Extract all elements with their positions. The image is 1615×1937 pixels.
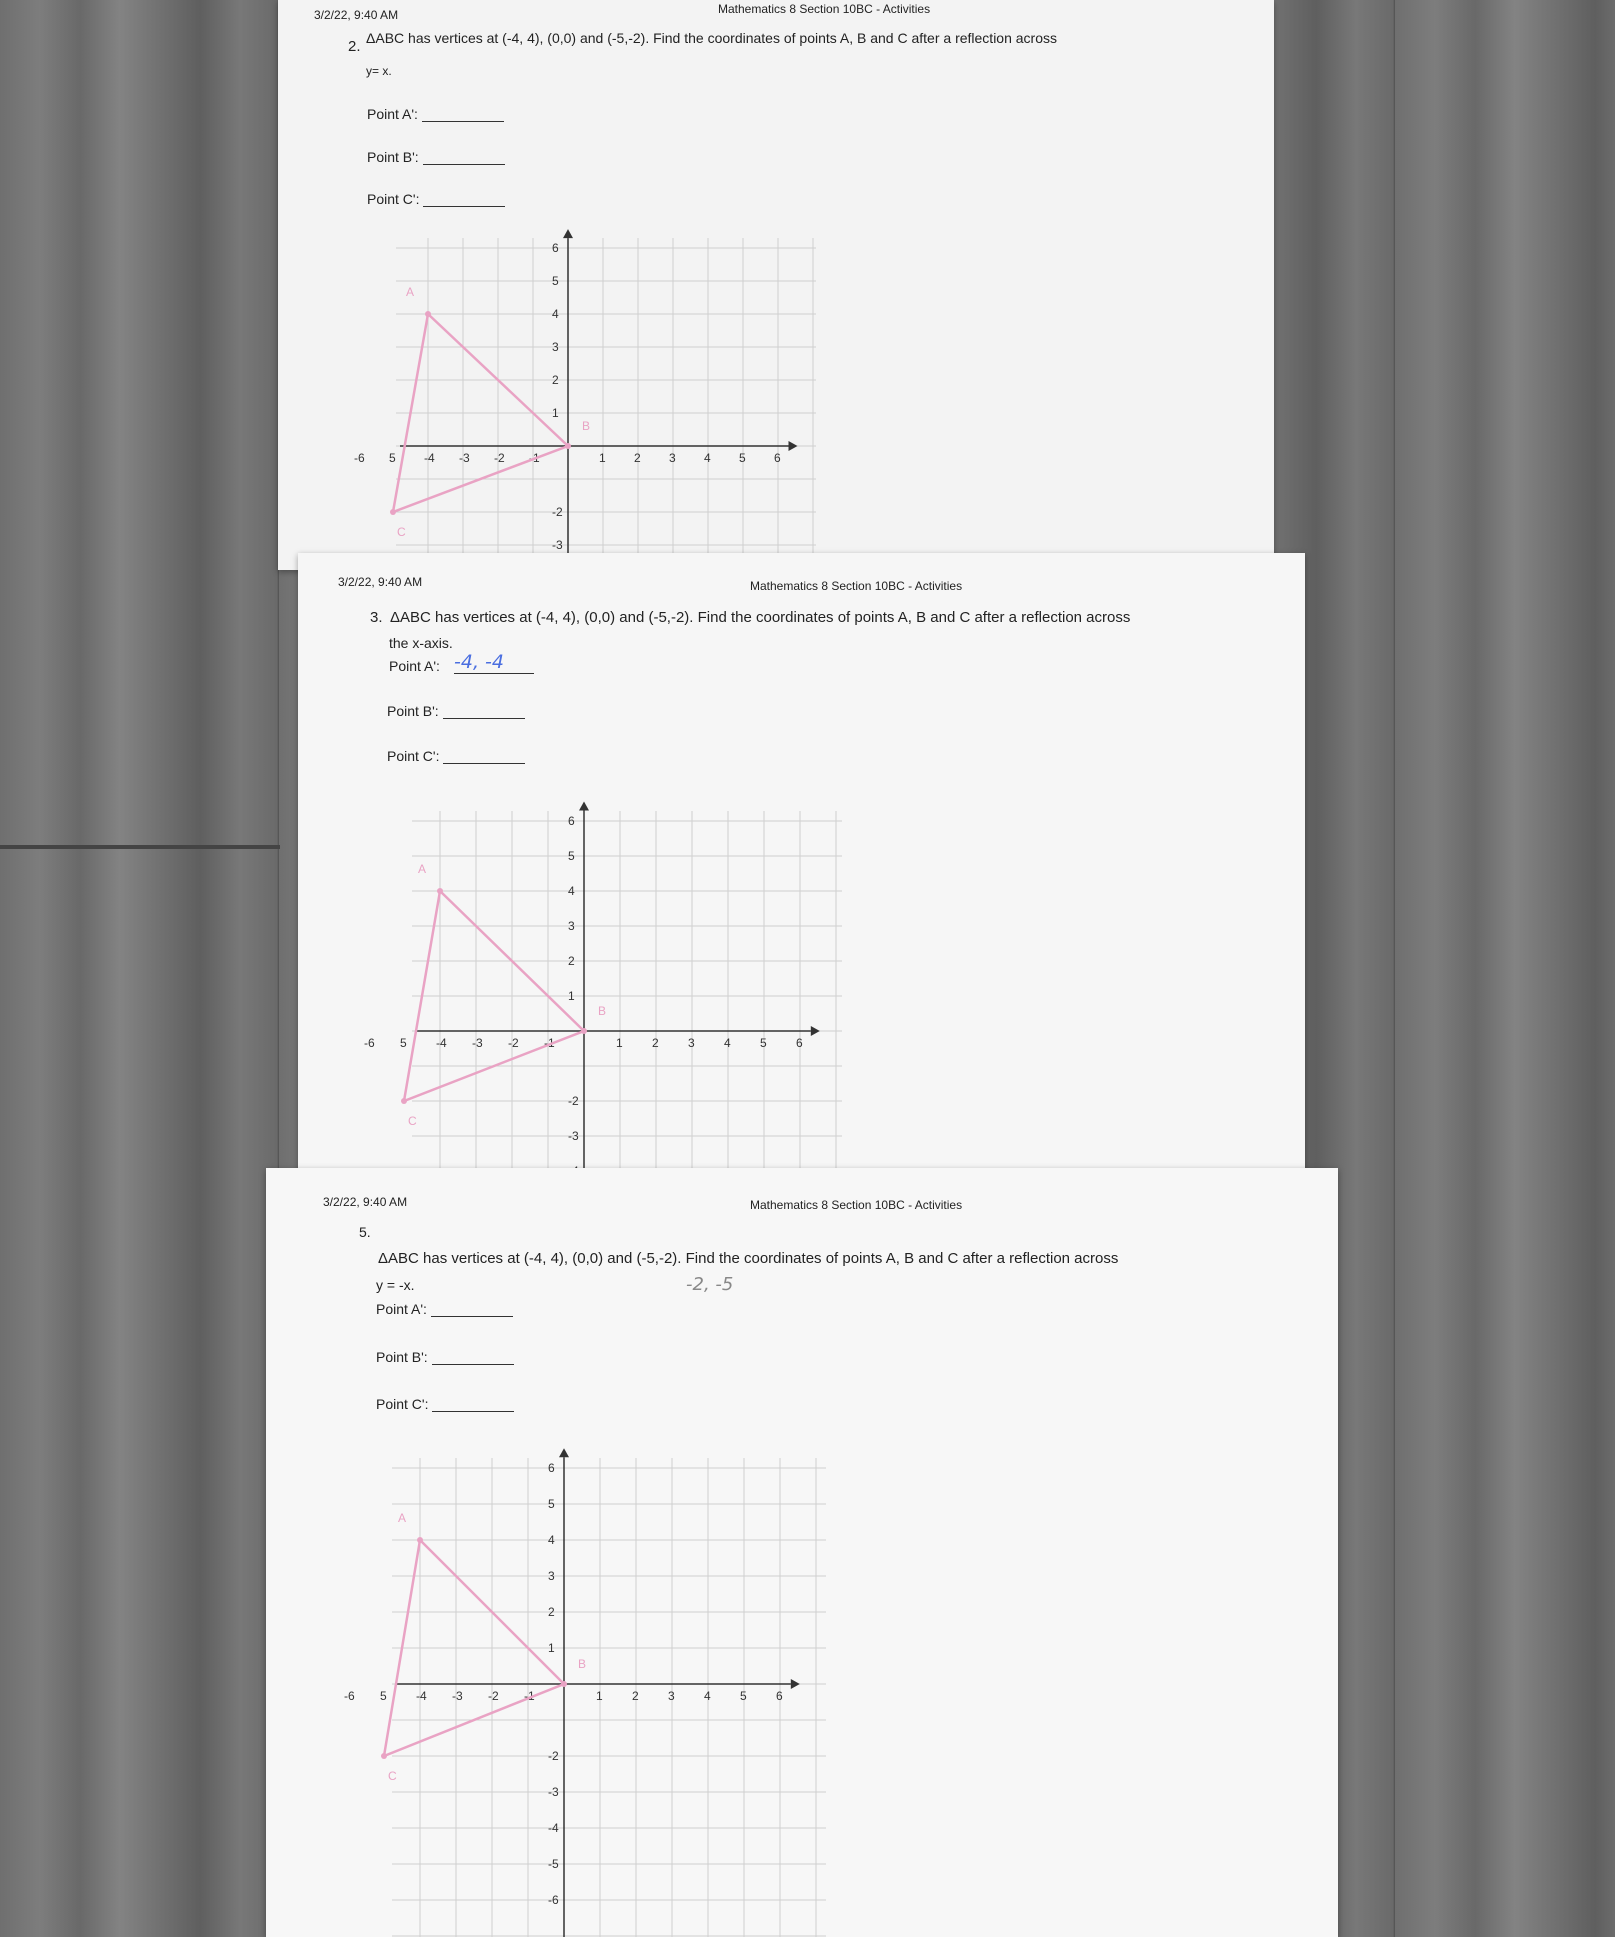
vertex-point-a (425, 311, 431, 317)
vertex-label-b: B (578, 1657, 587, 1671)
point-c-blank[interactable] (423, 194, 505, 207)
point-b-blank[interactable] (432, 1352, 514, 1365)
graph-background (396, 238, 816, 570)
y-tick-label: -5 (548, 1857, 559, 1871)
y-tick-label: -2 (552, 505, 563, 519)
point-b-blank[interactable] (423, 152, 505, 165)
x-tick-label: 5 (389, 451, 396, 465)
x-tick-label: 3 (669, 451, 676, 465)
y-tick-label: 6 (552, 241, 559, 255)
point-c-blank[interactable] (443, 751, 525, 764)
vertex-label-b: B (582, 419, 591, 433)
y-tick-label: 6 (568, 814, 575, 828)
header-date: 3/2/22, 9:40 AM (314, 8, 399, 22)
question-number: 2. (348, 38, 361, 55)
point-c-row (367, 191, 505, 207)
point-a-blank[interactable] (431, 1304, 513, 1317)
vertex-label-b: B (598, 1004, 607, 1018)
vertex-point-c (390, 509, 396, 515)
y-tick-label: -3 (568, 1129, 579, 1143)
header-date: 3/2/22, 9:40 AM (338, 575, 423, 589)
x-tick-label: 5 (380, 1689, 387, 1703)
point-b-row (367, 149, 505, 165)
point-a-label: Point A': (367, 106, 418, 122)
x-tick-label: -3 (459, 451, 470, 465)
point-a-blank[interactable] (422, 109, 504, 122)
vertex-label-a: A (398, 1511, 407, 1525)
header-course: Mathematics 8 Section 10BC - Activities (750, 579, 963, 593)
header-date: 3/2/22, 9:40 AM (323, 1195, 408, 1209)
x-tick-label: -6 (354, 451, 365, 465)
question-text: ΔABC has vertices at (-4, 4), (0,0) and (-5,-2). Find the coordinates of points A, B and C after a reflection across (390, 609, 1131, 626)
x-tick-label: -1 (524, 1689, 535, 1703)
point-a-label: Point A': (376, 1301, 427, 1317)
worksheet-3 (298, 553, 1305, 1193)
point-a-label: Point A': (389, 658, 440, 674)
x-tick-label: -1 (529, 451, 540, 465)
x-tick-label: 2 (652, 1036, 659, 1050)
x-tick-label: 4 (724, 1036, 731, 1050)
y-tick-label: -6 (548, 1893, 559, 1907)
point-b-label: Point B': (376, 1349, 428, 1365)
x-tick-label: 1 (596, 1689, 603, 1703)
x-tick-label: -3 (472, 1036, 483, 1050)
x-tick-label: 2 (632, 1689, 639, 1703)
y-tick-label: -2 (568, 1094, 579, 1108)
x-tick-label: -2 (508, 1036, 519, 1050)
y-axis-arrow (559, 1448, 569, 1457)
y-tick-label: 4 (568, 884, 575, 898)
vertex-label-c: C (388, 1769, 397, 1783)
x-axis-arrow (811, 1026, 820, 1036)
vertex-point-b (561, 1681, 567, 1687)
x-tick-label: -6 (364, 1036, 375, 1050)
y-axis-arrow (563, 229, 573, 238)
x-tick-label: -4 (424, 451, 435, 465)
x-axis-arrow (791, 1679, 800, 1689)
point-a-row (389, 658, 440, 674)
vertex-label-a: A (418, 862, 427, 876)
x-tick-label: 5 (739, 451, 746, 465)
x-tick-label: 4 (704, 1689, 711, 1703)
question-text: ΔABC has vertices at (-4, 4), (0,0) and (-5,-2). Find the coordinates of points A, B and C after a reflection across (378, 1250, 1119, 1267)
handwritten-answer-a: -4, -4 (454, 651, 534, 674)
question-text-cont: y= x. (366, 64, 392, 78)
floor-seam (0, 845, 280, 849)
point-b-row (376, 1349, 514, 1365)
header-course: Mathematics 8 Section 10BC - Activities (750, 1198, 963, 1212)
point-b-row (387, 703, 525, 719)
x-tick-label: 5 (760, 1036, 767, 1050)
worksheet-5 (266, 1168, 1338, 1937)
vertex-point-c (381, 1753, 387, 1759)
point-c-label: Point C': (387, 748, 440, 764)
x-tick-label: 3 (688, 1036, 695, 1050)
vertex-label-a: A (406, 285, 415, 299)
y-tick-label: -4 (548, 1821, 559, 1835)
x-tick-label: -2 (494, 451, 505, 465)
y-tick-label: 5 (548, 1497, 555, 1511)
y-tick-label: 3 (552, 340, 559, 354)
y-tick-label: 6 (548, 1461, 555, 1475)
vertex-label-c: C (397, 525, 406, 539)
x-tick-label: -4 (416, 1689, 427, 1703)
x-tick-label: -2 (488, 1689, 499, 1703)
y-tick-label: -3 (548, 1785, 559, 1799)
point-a-row (367, 106, 504, 122)
x-tick-label: 5 (740, 1689, 747, 1703)
point-a-row (376, 1301, 513, 1317)
vertex-label-c: C (408, 1114, 417, 1128)
point-c-row (376, 1396, 514, 1412)
x-tick-label: 1 (616, 1036, 623, 1050)
y-tick-label: -2 (548, 1749, 559, 1763)
y-tick-label: 3 (548, 1569, 555, 1583)
y-tick-label: 1 (548, 1641, 555, 1655)
y-tick-label: 1 (568, 989, 575, 1003)
coordinate-graph (354, 238, 816, 570)
x-tick-label: -1 (544, 1036, 555, 1050)
question-text-cont: y = -x. (376, 1277, 415, 1293)
x-tick-label: 2 (634, 451, 641, 465)
coordinate-graph (344, 1458, 826, 1937)
x-tick-label: -6 (344, 1689, 355, 1703)
header-course: Mathematics 8 Section 10BC - Activities (718, 2, 931, 16)
vertex-point-c (401, 1098, 407, 1104)
question-text-cont: the x-axis. (389, 635, 453, 651)
y-axis-arrow (579, 802, 589, 811)
point-c-blank[interactable] (432, 1399, 514, 1412)
y-tick-label: 2 (568, 954, 575, 968)
vertex-point-a (417, 1537, 423, 1543)
y-tick-label: -3 (552, 538, 563, 552)
y-tick-label: 3 (568, 919, 575, 933)
point-b-label: Point B': (387, 703, 439, 719)
x-tick-label: 4 (704, 451, 711, 465)
y-tick-label: 5 (568, 849, 575, 863)
y-tick-label: 4 (552, 307, 559, 321)
x-tick-label: -4 (436, 1036, 447, 1050)
handwritten-note: -2, -5 (686, 1274, 734, 1295)
question-text: ΔABC has vertices at (-4, 4), (0,0) and (-5,-2). Find the coordinates of points A, B and C after a reflection across (366, 30, 1057, 46)
point-c-label: Point C': (367, 191, 420, 207)
vertex-point-b (565, 443, 571, 449)
vertex-point-a (437, 888, 443, 894)
x-tick-label: 1 (599, 451, 606, 465)
x-axis-arrow (789, 441, 798, 451)
coordinate-graph (364, 811, 842, 1193)
y-tick-label: 2 (552, 373, 559, 387)
x-tick-label: -3 (452, 1689, 463, 1703)
x-tick-label: 6 (776, 1689, 783, 1703)
y-tick-label: 4 (548, 1533, 555, 1547)
point-b-blank[interactable] (443, 706, 525, 719)
x-tick-label: 6 (774, 451, 781, 465)
point-c-label: Point C': (376, 1396, 429, 1412)
y-tick-label: 5 (552, 274, 559, 288)
y-tick-label: 1 (552, 406, 559, 420)
x-tick-label: 5 (400, 1036, 407, 1050)
worksheet-2 (278, 0, 1274, 570)
question-number: 3. (370, 609, 383, 626)
x-tick-label: 6 (796, 1036, 803, 1050)
point-b-label: Point B': (367, 149, 419, 165)
point-c-row (387, 748, 525, 764)
vertex-point-b (581, 1028, 587, 1034)
x-tick-label: 3 (668, 1689, 675, 1703)
question-number: 5. (359, 1224, 371, 1240)
y-tick-label: 2 (548, 1605, 555, 1619)
